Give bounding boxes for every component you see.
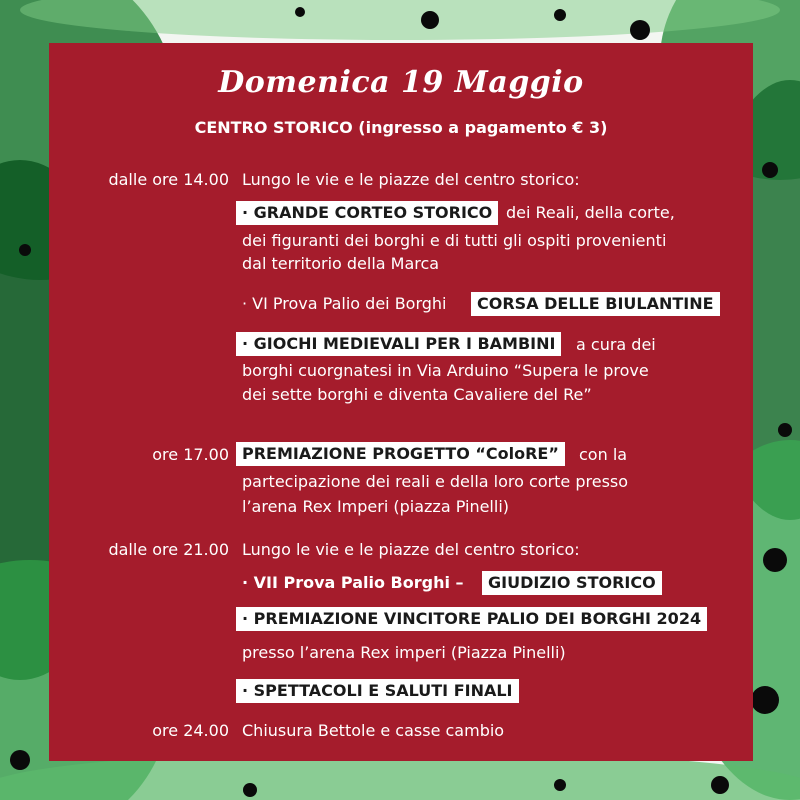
event-text: borghi cuorgnatesi in Via Arduino “Supera le prove [242, 361, 649, 380]
event-text: a cura dei [576, 335, 656, 354]
event-text: dei sette borghi e diventa Cavaliere del Re” [242, 385, 592, 404]
event-text: · VI Prova Palio dei Borghi [242, 294, 447, 313]
event-time: ore 24.00 [152, 721, 229, 740]
page-title: Domenica 19 Maggio [218, 65, 584, 100]
program-panel [49, 43, 753, 761]
highlight-label: PREMIAZIONE PROGETTO “ColoRE” [236, 442, 565, 466]
highlight-label: · GRANDE CORTEO STORICO [236, 201, 498, 225]
event-text: · VII Prova Palio Borghi – [242, 573, 464, 592]
page-subtitle: CENTRO STORICO (ingresso a pagamento € 3) [194, 118, 608, 137]
event-time: dalle ore 14.00 [108, 170, 229, 189]
event-time: ore 17.00 [152, 445, 229, 464]
event-text: dei Reali, della corte, [506, 203, 675, 222]
event-text: dal territorio della Marca [242, 254, 440, 273]
event-time: dalle ore 21.00 [108, 540, 229, 559]
event-text: dei figuranti dei borghi e di tutti gli ospiti provenienti [242, 231, 667, 250]
event-text: partecipazione dei reali e della loro corte presso [242, 472, 629, 491]
event-text: con la [579, 445, 628, 464]
highlight-label: CORSA DELLE BIULANTINE [471, 292, 720, 316]
event-text: presso l’arena Rex imperi (Piazza Pinelli) [242, 643, 566, 662]
event-text: l’arena Rex Imperi (piazza Pinelli) [242, 497, 510, 516]
event-text: Lungo le vie e le piazze del centro storico: [242, 170, 580, 189]
highlight-label: GIUDIZIO STORICO [482, 571, 662, 595]
highlight-label: · PREMIAZIONE VINCITORE PALIO DEI BORGHI 2024 [236, 607, 707, 631]
event-text: Lungo le vie e le piazze del centro storico: [242, 540, 580, 559]
highlight-label: · GIOCHI MEDIEVALI PER I BAMBINI [236, 332, 561, 356]
event-text: Chiusura Bettole e casse cambio [242, 721, 505, 740]
highlight-label: · SPETTACOLI E SALUTI FINALI [236, 679, 519, 703]
